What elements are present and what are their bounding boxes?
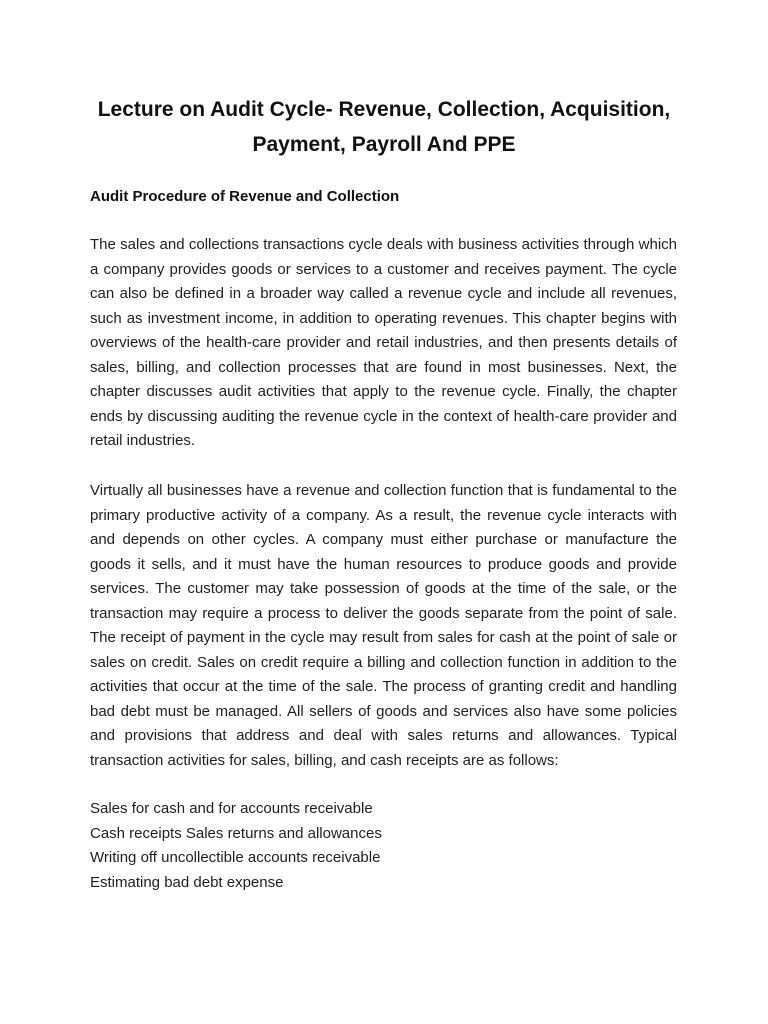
section-heading: Audit Procedure of Revenue and Collection [90, 188, 400, 205]
paragraph-revenue-function: Virtually all businesses have a revenue and collection function that is fundamental to the primary productive activity of a company. As a result, the revenue cycle interacts with and depends on other cycles. A company must either purchase or manufacture the goods it sells, and it must have the human resources to produce goods and provide services. The customer may take possession of goods at the time of the sale, or the transaction may require a process to deliver the goods separate from the point of sale. The receipt of payment in the cycle may result from sales for cash at the point of sale or sales on credit. Sales on credit require a billing and collection function in addition to the activities that occur at the time of the sale. The process of granting credit and handling bad debt must be managed. All sellers of goods and services also have some policies and provisions that address and deal with sales returns and allowances. Typical transaction activities for sales, billing, and cash receipts are as follows: [90, 482, 677, 769]
transaction-activities-list [90, 797, 677, 895]
document-title: Lecture on Audit Cycle- Revenue, Collection, Acquisition, Payment, Payroll And PPE [97, 98, 671, 156]
list-item: Sales for cash and for accounts receivable [90, 800, 373, 817]
paragraph-intro: The sales and collections transactions cycle deals with business activities through which a company provides goods or services to a customer and receives payment. The cycle can also be defined in a broader way called a revenue cycle and include all revenues, such as investment income, in addition to operating revenues. This chapter begins with overviews of the health-care provider and retail industries, and then presents details of sales, billing, and collection processes that are found in most businesses. Next, the chapter discusses audit activities that apply to the revenue cycle. Finally, the chapter ends by discussing auditing the revenue cycle in the context of health-care provider and retail industries. [90, 236, 677, 449]
list-item: Estimating bad debt expense [90, 873, 284, 891]
list-item: Cash receipts Sales returns and allowances [90, 824, 382, 842]
list-item: Writing off uncollectible accounts receivable [90, 849, 381, 866]
